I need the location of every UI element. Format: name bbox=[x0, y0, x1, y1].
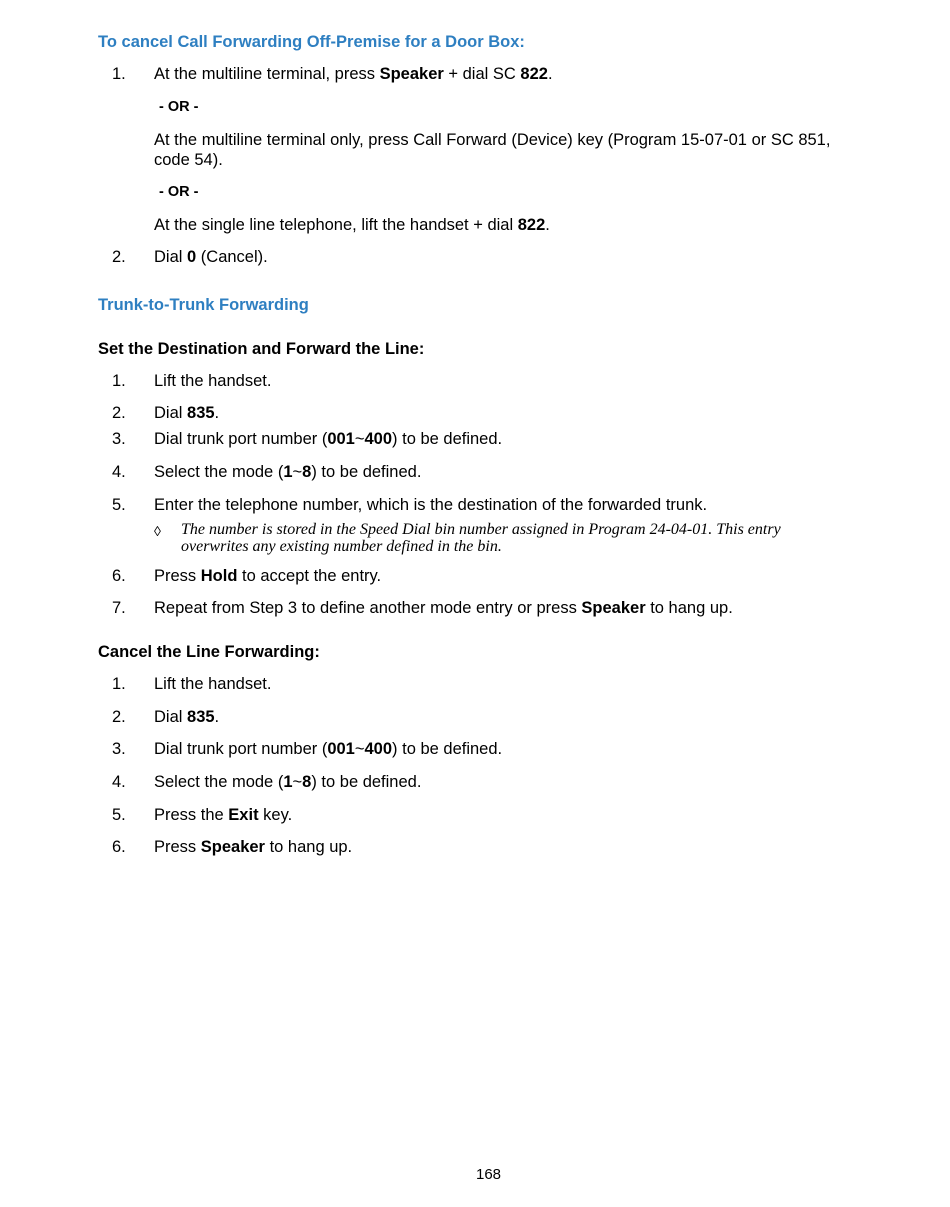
step-number: 3. bbox=[112, 430, 126, 448]
step-number: 6. bbox=[112, 567, 126, 585]
step-number: 3. bbox=[112, 740, 126, 758]
step-number: 1. bbox=[112, 65, 126, 83]
diamond-bullet-icon: ◊ bbox=[154, 523, 161, 539]
step-number: 7. bbox=[112, 599, 126, 617]
alt-instruction: At the single line telephone, lift the handset + dial 822. bbox=[154, 216, 550, 234]
step-text: Repeat from Step 3 to define another mode entry or press Speaker to hang up. bbox=[154, 599, 733, 617]
section-heading-trunk-forwarding: Trunk-to-Trunk Forwarding bbox=[98, 296, 309, 314]
step-number: 2. bbox=[112, 404, 126, 422]
subheading-set-destination: Set the Destination and Forward the Line: bbox=[98, 340, 425, 358]
step-number: 5. bbox=[112, 496, 126, 514]
step-number: 4. bbox=[112, 463, 126, 481]
step-text: Lift the handset. bbox=[154, 372, 272, 390]
step-text: Select the mode (1~8) to be defined. bbox=[154, 463, 422, 481]
subheading-cancel-line-forwarding: Cancel the Line Forwarding: bbox=[98, 643, 320, 661]
or-separator: - OR - bbox=[159, 99, 199, 115]
step-number: 4. bbox=[112, 773, 126, 791]
step-text: Press Speaker to hang up. bbox=[154, 838, 353, 856]
step-number: 5. bbox=[112, 806, 126, 824]
step-text: Select the mode (1~8) to be defined. bbox=[154, 773, 422, 791]
step-text: Dial 0 (Cancel). bbox=[154, 248, 268, 266]
or-separator: - OR - bbox=[159, 184, 199, 200]
step-text: Dial trunk port number (001~400) to be defined. bbox=[154, 430, 503, 448]
step-text: Dial 835. bbox=[154, 404, 220, 422]
step-text: Dial trunk port number (001~400) to be defined. bbox=[154, 740, 503, 758]
step-text: At the multiline terminal, press Speaker + dial SC 822. bbox=[154, 65, 553, 83]
step-number: 6. bbox=[112, 838, 126, 856]
section-heading-cancel-door-box: To cancel Call Forwarding Off-Premise for a Door Box: bbox=[98, 33, 525, 51]
step-number: 2. bbox=[112, 708, 126, 726]
step-number: 1. bbox=[112, 372, 126, 390]
step-text: Enter the telephone number, which is the destination of the forwarded trunk. bbox=[154, 496, 708, 514]
step-number: 1. bbox=[112, 675, 126, 693]
note-text: The number is stored in the Speed Dial bin number assigned in Program 24-04-01. This entry overwrites any existing number defined in the bin. bbox=[181, 521, 781, 555]
step-text: Press Hold to accept the entry. bbox=[154, 567, 382, 585]
step-text: Dial 835. bbox=[154, 708, 220, 726]
step-text: Lift the handset. bbox=[154, 675, 272, 693]
page-number: 168 bbox=[475, 1166, 502, 1183]
alt-instruction: At the multiline terminal only, press Call Forward (Device) key (Program 15-07-01 or SC 851, code 54). bbox=[154, 131, 831, 169]
step-text: Press the Exit key. bbox=[154, 806, 293, 824]
step-number: 2. bbox=[112, 248, 126, 266]
